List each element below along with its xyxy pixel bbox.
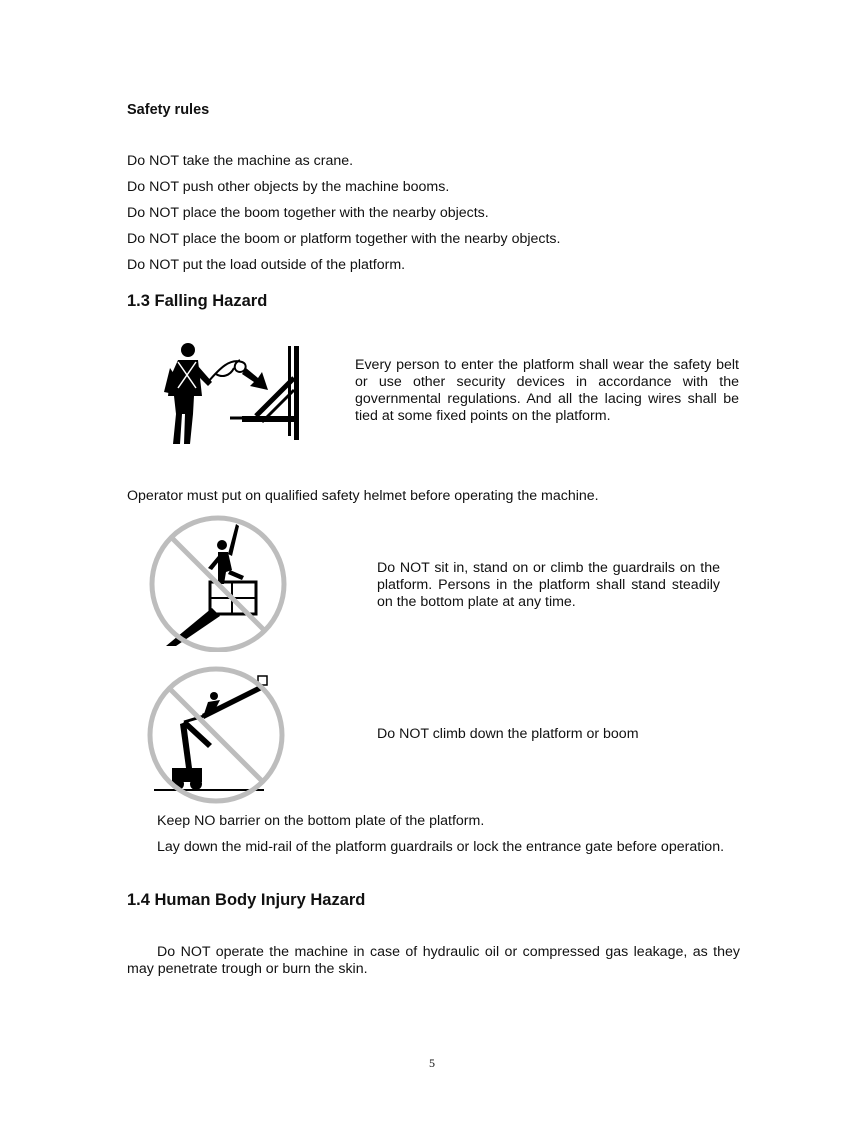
helmet-text: Operator must put on qualified safety helmet before operating the machine. [127,488,599,504]
no-climb-guardrail-illustration [146,512,292,652]
guardrail-text: Do NOT sit in, stand on or climb the guardrails on the platform. Persons in the platform shall stand steadily on the bottom plate at any time. [377,560,720,610]
page-number: 5 [429,1056,435,1070]
falling-hazard-heading: 1.3 Falling Hazard [127,292,268,310]
midrail-text: Lay down the mid-rail of the platform guardrails or lock the entrance gate before operation. [157,839,725,855]
barrier-text: Keep NO barrier on the bottom plate of the platform. [157,813,485,829]
body-injury-heading: 1.4 Human Body Injury Hazard [127,891,366,909]
rule-item: Do NOT take the machine as crane. [127,153,354,169]
rule-item: Do NOT put the load outside of the platform. [127,257,406,273]
rule-item: Do NOT push other objects by the machine booms. [127,179,450,195]
safety-belt-text: Every person to enter the platform shall wear the safety belt or use other security devices in accordance with the governmental regulations. And all the lacing wires shall be tied at some fixed points on the platform. [355,357,739,424]
safety-belt-illustration [160,338,320,450]
no-climb-down-illustration [144,664,290,806]
body-injury-text: Do NOT operate the machine in case of hydraulic oil or compressed gas leakage, as they may penetrate trough or burn the skin. [127,944,740,977]
safety-rules-heading: Safety rules [127,102,210,118]
climb-down-text: Do NOT climb down the platform or boom [377,726,639,742]
safety-rules-list [127,153,767,283]
rule-item: Do NOT place the boom or platform together with the nearby objects. [127,231,561,247]
rule-item: Do NOT place the boom together with the nearby objects. [127,205,489,221]
